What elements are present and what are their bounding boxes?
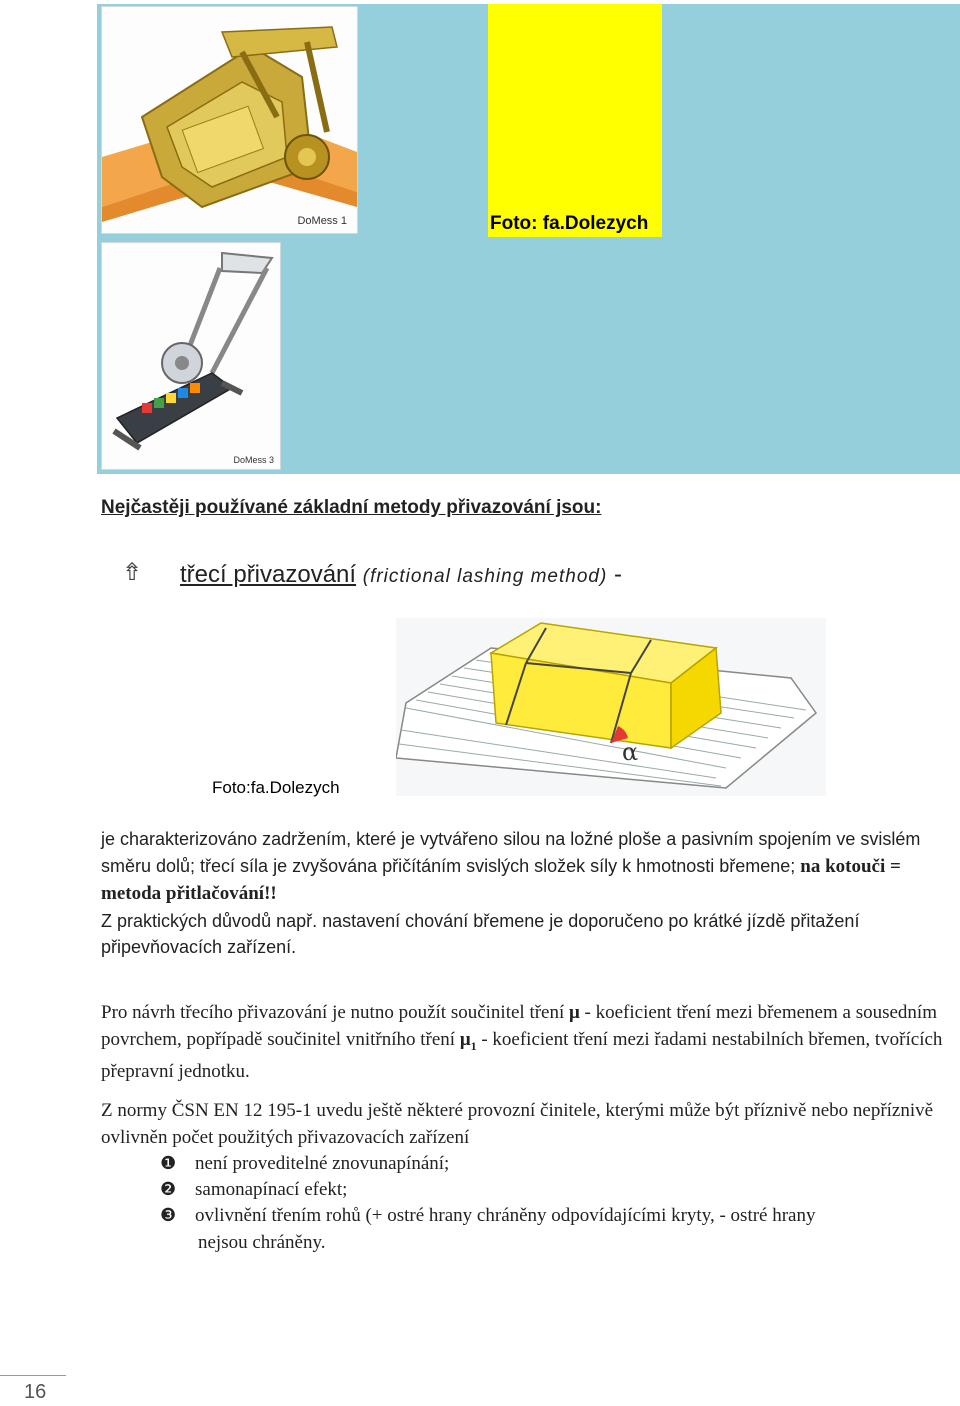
page-number-rule bbox=[0, 1375, 66, 1376]
photo-credit-top: Foto: fa.Dolezych bbox=[490, 213, 649, 234]
ratchet-steel-illustration bbox=[102, 243, 280, 469]
yellow-panel bbox=[488, 4, 662, 237]
page-number: 16 bbox=[24, 1381, 47, 1403]
list-item bbox=[160, 1203, 816, 1230]
section-heading: Nejčastěji používané základní metody přivazování jsou: bbox=[101, 497, 602, 518]
list-marker-1: ❶ bbox=[160, 1153, 177, 1174]
paragraph1-bold: na kotouči = metoda přitlačování bbox=[101, 855, 901, 904]
paragraph1-text-b: Z praktických důvodů např. nastavení chování břemene je doporučeno po krátké jízdě přitažení připevňovacích zařízení. bbox=[101, 910, 860, 957]
list-item bbox=[160, 1151, 449, 1178]
paragraph2-b: - koeficient tření mezi břemenem a sousedním povrchem, popřípadě součinitel vnitřního tření bbox=[101, 1002, 937, 1050]
paragraph2-a: Pro návrh třecího přivazování je nutno použít součinitel tření bbox=[101, 1002, 570, 1023]
paragraph-friction-coefficient bbox=[101, 1000, 951, 1085]
ratchet-gold-illustration bbox=[102, 7, 357, 233]
angle-alpha-label: α bbox=[622, 738, 639, 766]
paragraph-description bbox=[101, 826, 951, 961]
list-marker-3: ❸ bbox=[160, 1205, 177, 1226]
list-marker-2: ❷ bbox=[160, 1179, 177, 1200]
method-line bbox=[180, 561, 622, 589]
paragraph2-c: - koeficient tření mezi řadami nestabilních břemen, tvořících přepravní jednotku. bbox=[101, 1028, 943, 1082]
mu-symbol: μ bbox=[569, 1002, 580, 1023]
mu1-subscript: 1 bbox=[470, 1038, 477, 1053]
photo2-caption: DoMess 3 bbox=[233, 455, 274, 465]
list-item bbox=[160, 1177, 347, 1204]
list-continuation: nejsou chráněny. bbox=[198, 1232, 326, 1253]
list-text-3: ovlivnění třením rohů (+ ostré hrany chráněny odpovídajícími kryty, - ostré hrany bbox=[195, 1205, 816, 1226]
list-text-2: samonapínací efekt; bbox=[195, 1179, 348, 1200]
paragraph-standard: Z normy ČSN EN 12 195-1 uvedu ještě některé provozní činitele, kterými může být příznivě nebo nepříznivě ovlivněn počet použitých přivazovacích zařízení bbox=[101, 1100, 934, 1148]
method-dash: - bbox=[613, 561, 622, 588]
mu1-symbol: μ bbox=[459, 1028, 471, 1050]
ratchet-photo-steel bbox=[101, 242, 281, 470]
method-term: třecí přivazování bbox=[180, 561, 357, 588]
paragraph1-text-a: je charakterizováno zadržením, které je vytvářeno silou na ložné ploše a pasivním spojením ve svislém směru dolů; třecí síla je zvyšována přičítáním svislých složek síly k hmotnosti břemene; bbox=[101, 829, 921, 876]
photo1-caption: DoMess 1 bbox=[297, 215, 347, 227]
lashing-illustration bbox=[396, 618, 826, 796]
bullet-house-icon: ⇮ bbox=[122, 560, 143, 586]
paragraph1-bold-tail: !! bbox=[264, 883, 277, 904]
ratchet-photo-gold bbox=[101, 6, 358, 234]
frictional-lashing-diagram bbox=[396, 618, 826, 796]
list-text-1: není proveditelné znovunapínání; bbox=[195, 1153, 450, 1174]
method-english: (frictional lashing method) bbox=[362, 566, 608, 587]
photo-credit-diagram: Foto:fa.Dolezych bbox=[212, 778, 340, 797]
